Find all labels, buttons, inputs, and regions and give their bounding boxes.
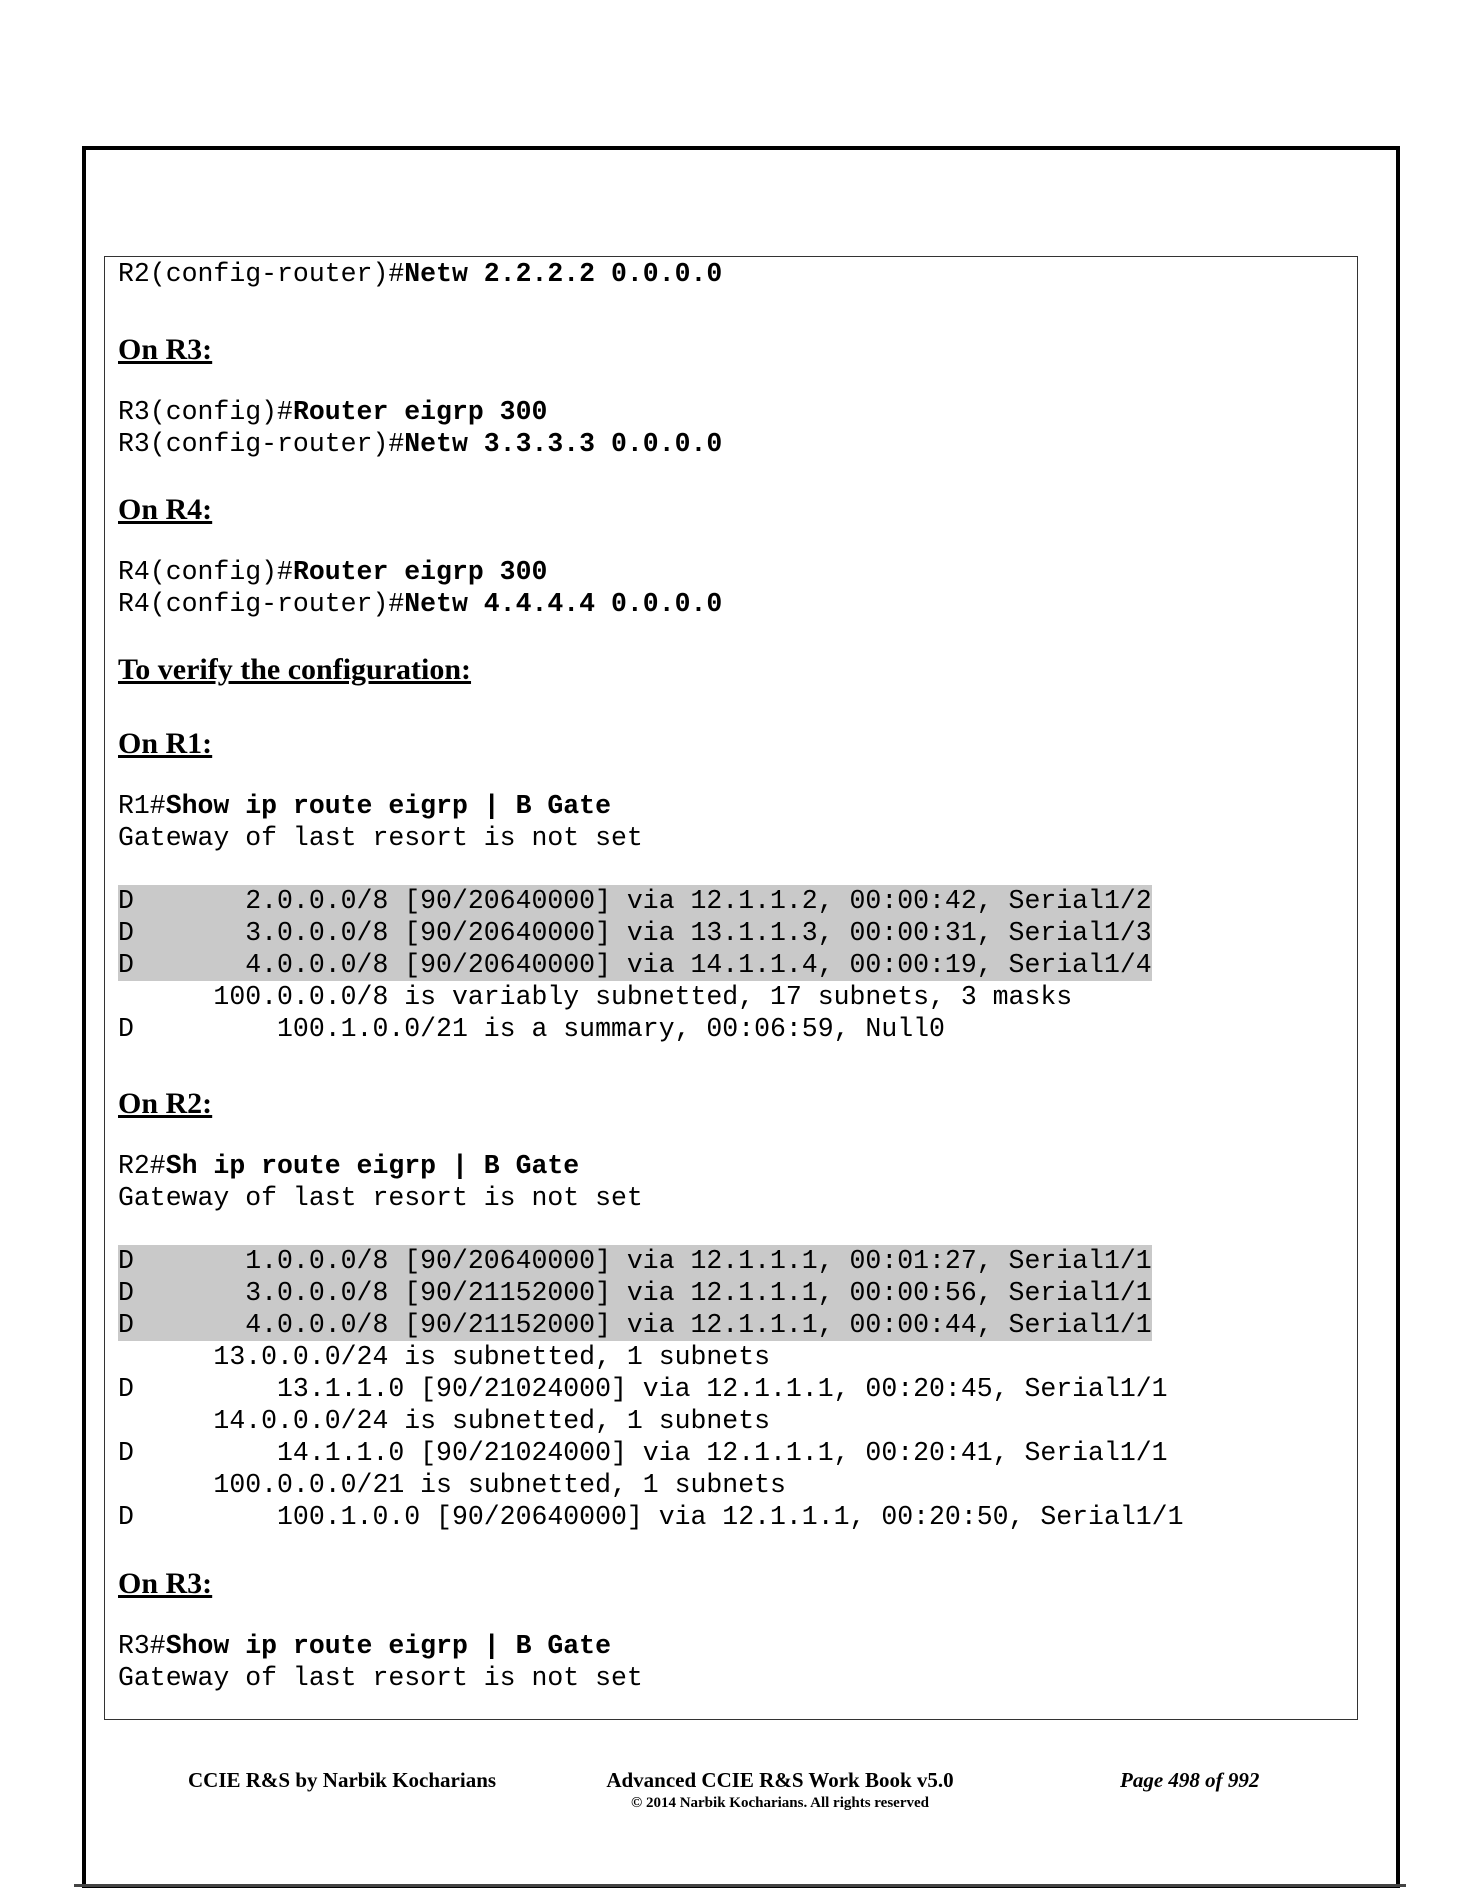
r2-show-command: R2#Sh ip route eigrp | B Gate (118, 1151, 580, 1181)
footer-author: CCIE R&S by Narbik Kocharians (188, 1768, 497, 1792)
route-line: 100.0.0.0/21 is subnetted, 1 subnets (118, 1470, 786, 1500)
r2-highlighted-routes (118, 1245, 1183, 1533)
heading-on-r4: On R4: (118, 493, 213, 526)
footer-page-number: Page 498 of 992 (1120, 1768, 1260, 1792)
route-line: D 3.0.0.0/8 [90/20640000] via 13.1.1.3, 00:00:31, Serial1/3 (118, 918, 1152, 948)
r3-netw-line: R3(config-router)#Netw 3.3.3.3 0.0.0.0 (118, 429, 723, 459)
route-line: D 1.0.0.0/8 [90/20640000] via 12.1.1.1, 00:01:27, Serial1/1 (118, 1246, 1152, 1276)
heading-on-r1: On R1: (118, 727, 213, 760)
route-line: D 4.0.0.0/8 [90/20640000] via 14.1.1.4, 00:00:19, Serial1/4 (118, 950, 1152, 980)
heading-on-r3-b: On R3: (118, 1567, 213, 1600)
route-line: D 100.1.0.0/21 is a summary, 00:06:59, Null0 (118, 1014, 945, 1044)
r3-gateway-line: Gateway of last resort is not set (118, 1663, 643, 1693)
r2-gateway-line: Gateway of last resort is not set (118, 1183, 643, 1213)
r3-router-line: R3(config)#Router eigrp 300 (118, 397, 548, 427)
footer-title-block (570, 1768, 990, 1812)
route-line: D 3.0.0.0/8 [90/21152000] via 12.1.1.1, 00:00:56, Serial1/1 (118, 1278, 1152, 1308)
footer-copyright: © 2014 Narbik Kocharians. All rights reserved (630, 1795, 929, 1811)
route-line: 14.0.0.0/24 is subnetted, 1 subnets (118, 1406, 771, 1436)
route-line: D 13.1.1.0 [90/21024000] via 12.1.1.1, 00:20:45, Serial1/1 (118, 1374, 1168, 1404)
r3-show-command: R3#Show ip route eigrp | B Gate (118, 1631, 611, 1661)
r1-highlighted-routes (118, 885, 1152, 1045)
heading-verify: To verify the configuration: (118, 653, 472, 686)
r1-show-command: R1#Show ip route eigrp | B Gate (118, 791, 611, 821)
footer-book-title: Advanced CCIE R&S Work Book v5.0 (606, 1768, 954, 1792)
page-frame-bottom-rule (74, 1884, 1406, 1887)
heading-on-r3-a: On R3: (118, 333, 213, 366)
r2-netw-line: R2(config-router)#Netw 2.2.2.2 0.0.0.0 (118, 259, 723, 289)
route-line: 13.0.0.0/24 is subnetted, 1 subnets (118, 1342, 771, 1372)
route-line: D 14.1.1.0 [90/21024000] via 12.1.1.1, 00:20:41, Serial1/1 (118, 1438, 1168, 1468)
route-line: D 2.0.0.0/8 [90/20640000] via 12.1.1.2, 00:00:42, Serial1/2 (118, 886, 1152, 916)
route-line: D 4.0.0.0/8 [90/21152000] via 12.1.1.1, 00:00:44, Serial1/1 (118, 1310, 1152, 1340)
heading-on-r2: On R2: (118, 1087, 213, 1120)
r1-gateway-line: Gateway of last resort is not set (118, 823, 643, 853)
route-line: 100.0.0.0/8 is variably subnetted, 17 subnets, 3 masks (118, 982, 1073, 1012)
r4-netw-line: R4(config-router)#Netw 4.4.4.4 0.0.0.0 (118, 589, 723, 619)
route-line: D 100.1.0.0 [90/20640000] via 12.1.1.1, 00:20:50, Serial1/1 (118, 1502, 1184, 1532)
r4-router-line: R4(config)#Router eigrp 300 (118, 557, 548, 587)
